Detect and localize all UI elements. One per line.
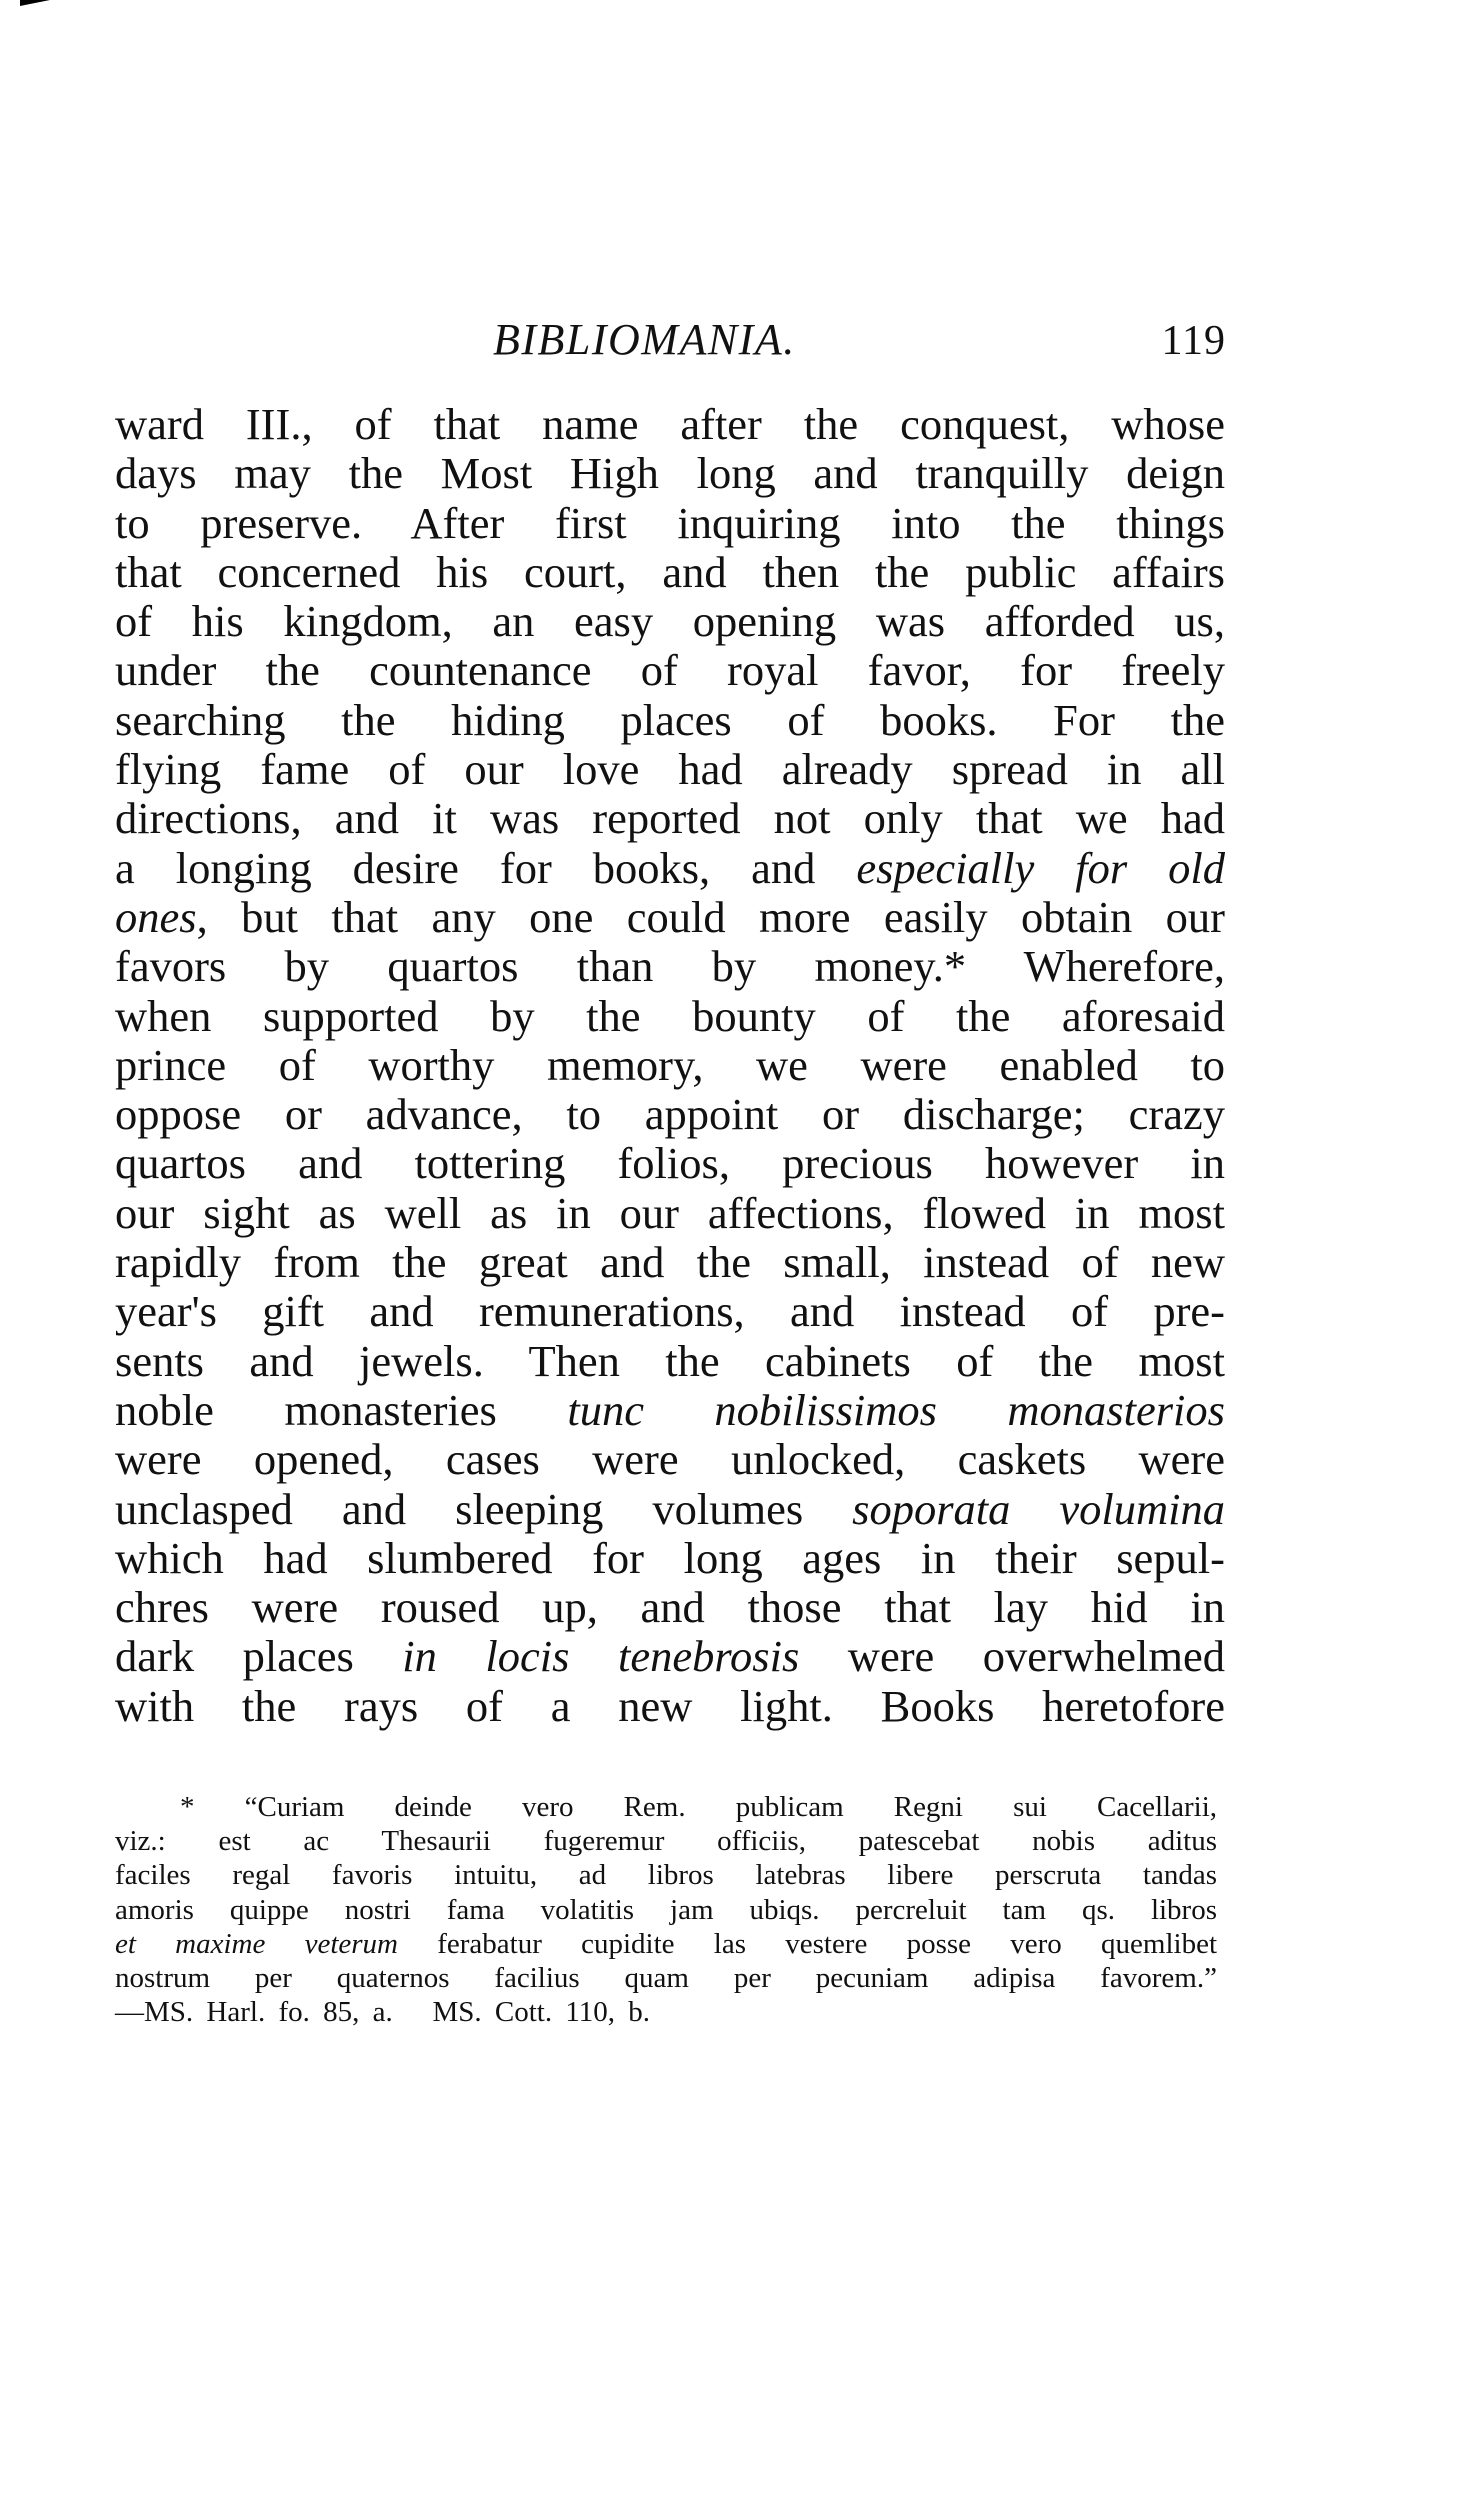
footnote-line	[115, 1824, 1217, 1858]
footnote	[115, 1790, 1217, 2029]
text-segment: when supported by the bounty of the aforesaid	[115, 991, 1225, 1041]
text-segment: viz.: est ac Thesaurii fugeremur officiis, patescebat nobis aditus	[115, 1825, 1217, 1858]
text-line	[115, 1485, 1225, 1534]
text-segment: ward III., of that name after the conquest, whose	[115, 400, 1225, 449]
text-segment: ferabatur cupidite las vestere posse vero quemlibet	[398, 1927, 1217, 1960]
italic-phrase: soporata volumina	[852, 1484, 1225, 1534]
text-segment: favors by quartos than by money.* Wherefore,	[115, 942, 1225, 992]
text-segment: were overwhelmed	[799, 1632, 1225, 1682]
text-line	[115, 1583, 1225, 1632]
text-segment: nostrum per quaternos facilius quam per pecuniam adipisa favorem.”	[115, 1961, 1217, 1994]
text-segment: unclasped and sleeping volumes	[115, 1484, 853, 1534]
text-line	[115, 844, 1225, 893]
text-segment: to preserve. After first inquiring into the things	[115, 498, 1225, 548]
text-segment: of his kingdom, an easy opening was afforded us,	[115, 597, 1225, 647]
text-segment: quartos and tottering folios, precious however in	[115, 1139, 1225, 1189]
footnote-line	[115, 1927, 1217, 1961]
text-segment: , but that any one could more easily obtain our	[196, 892, 1225, 942]
text-segment: year's gift and remunerations, and instead of pre-	[115, 1287, 1225, 1337]
italic-phrase: in locis tenebrosis	[402, 1632, 800, 1682]
text-line	[115, 646, 1225, 695]
text-line	[115, 597, 1225, 646]
text-segment: flying fame of our love had already spread in all	[115, 745, 1225, 795]
text-line	[115, 893, 1225, 942]
footnote-line	[115, 1858, 1217, 1892]
italic-phrase: et maxime veterum	[115, 1927, 398, 1960]
body-text	[115, 400, 1225, 1731]
text-segment: searching the hiding places of books. For the	[115, 695, 1225, 745]
text-segment: which had slumbered for long ages in their sepul-	[115, 1533, 1225, 1583]
text-segment: amoris quippe nostri fama volatitis jam ubiqs. percreluit tam qs. libros	[115, 1893, 1217, 1926]
text-line	[115, 499, 1225, 548]
text-segment: rapidly from the great and the small, instead of new	[115, 1238, 1225, 1288]
text-segment: with the rays of a new light. Books heretofore	[115, 1681, 1225, 1731]
text-segment: under the countenance of royal favor, for freely	[115, 646, 1225, 696]
text-line	[115, 1090, 1225, 1139]
page-number: 119	[1161, 318, 1226, 364]
text-segment: * “Curiam deinde vero Rem. publicam Regni sui Cacellarii,	[180, 1791, 1217, 1823]
text-line	[115, 1041, 1225, 1090]
text-line	[115, 1238, 1225, 1287]
text-segment: our sight as well as in our affections, flowed in most	[115, 1188, 1225, 1238]
text-segment: noble monasteries	[115, 1385, 568, 1435]
text-segment: sents and jewels. Then the cabinets of the most	[115, 1336, 1225, 1386]
text-segment: chres were roused up, and those that lay hid in	[115, 1583, 1225, 1633]
text-segment: oppose or advance, to appoint or discharge; crazy	[115, 1090, 1225, 1140]
text-segment: dark places	[115, 1632, 403, 1682]
text-line	[115, 400, 1225, 449]
text-line	[115, 1287, 1225, 1336]
footnote-line	[115, 1790, 1217, 1824]
text-segment: —MS. Harl. fo. 85, a. MS. Cott. 110, b.	[115, 1996, 651, 2029]
text-line	[115, 449, 1225, 498]
text-segment: were opened, cases were unlocked, caskets were	[115, 1435, 1225, 1485]
text-line	[115, 745, 1225, 794]
text-line	[115, 1435, 1225, 1484]
text-line	[115, 1139, 1225, 1188]
text-line	[115, 1189, 1225, 1238]
running-head	[0, 315, 1464, 366]
text-line	[115, 1337, 1225, 1386]
italic-phrase: ones	[115, 892, 197, 942]
text-line	[115, 992, 1225, 1041]
italic-phrase: tunc nobilissimos monasterios	[567, 1385, 1225, 1435]
text-segment: faciles regal favoris intuitu, ad libros latebras libere perscruta tandas	[115, 1859, 1217, 1892]
text-line	[115, 1682, 1225, 1731]
text-line	[115, 942, 1225, 991]
text-line	[115, 548, 1225, 597]
text-segment: directions, and it was reported not only that we had	[115, 794, 1225, 844]
text-line	[115, 1534, 1225, 1583]
text-segment: days may the Most High long and tranquilly deign	[115, 449, 1225, 499]
footnote-line	[115, 1995, 1217, 2029]
footnote-line	[115, 1893, 1217, 1927]
footnote-line	[115, 1961, 1217, 1995]
text-line	[115, 1632, 1225, 1681]
italic-phrase: especially for old	[856, 843, 1225, 893]
text-line	[115, 1386, 1225, 1435]
text-line	[115, 696, 1225, 745]
text-segment: prince of worthy memory, we were enabled to	[115, 1040, 1225, 1090]
text-line	[115, 794, 1225, 843]
text-segment: a longing desire for books, and	[115, 843, 857, 893]
text-segment: that concerned his court, and then the public affairs	[115, 547, 1225, 597]
scan-corner-mark	[20, 0, 50, 6]
running-title: BIBLIOMANIA.	[493, 315, 796, 364]
